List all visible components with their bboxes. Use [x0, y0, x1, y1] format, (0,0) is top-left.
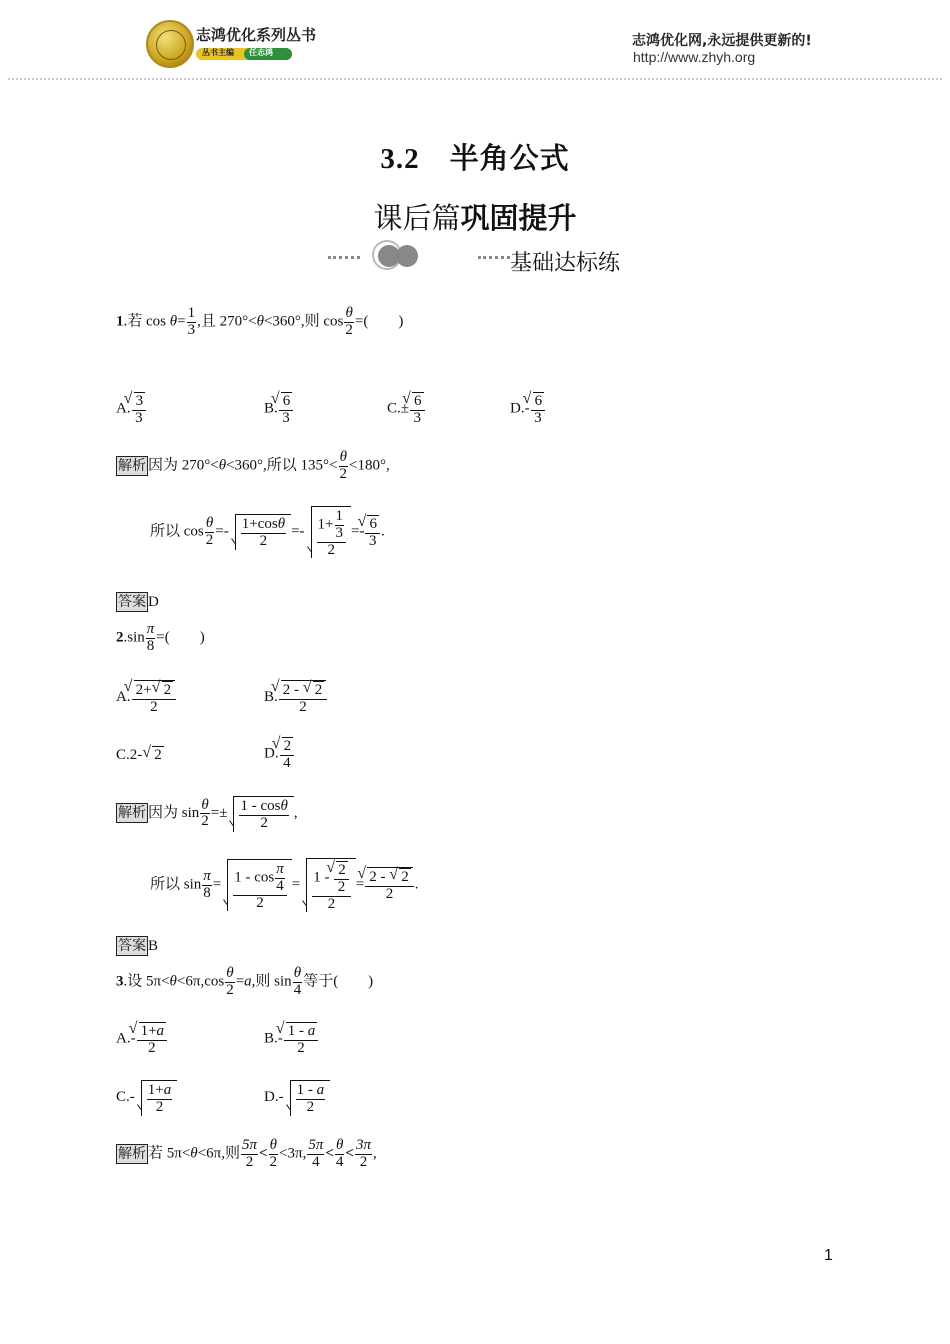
q1-option-a[interactable]: A. √ $\frac{3}{3}$ — [116, 392, 147, 427]
q3-option-a[interactable]: A.- √ $\frac{1+a}{2}$ — [116, 1022, 168, 1057]
analysis-tag: 解析 — [118, 1145, 146, 1162]
q1-option-c[interactable]: C.± √ $\frac{6}{3}$ — [387, 392, 426, 427]
q2-analysis-line2: 所以 sin $\frac{\pi}{8}$ = 1 - cos $\frac{\pi}{4}$ 2 = 1 - √ $\frac{2}{2}$ 2 = √ $\frac{2 - √ 2}{2}$ . — [150, 858, 418, 912]
page-number: 1 — [824, 1247, 833, 1264]
q3-analysis: 解析 若 5π<θ<6π,则 $\frac{5\pi}{2}$ < $\frac{\theta}{2}$ <3π, $\frac{5\pi}{4}$ < $\frac{\theta}{4}$ < $\frac{3\pi}{2}$ , — [118, 1137, 377, 1170]
q1-option-b[interactable]: B. √ $\frac{6}{3}$ — [264, 392, 294, 427]
q3-stem: 3.设 5π<θ<6π,cos $\frac{\theta}{2}$ =a,则 sin $\frac{\theta}{4}$ 等于( ) — [116, 965, 374, 998]
analysis-tag: 解析 — [118, 805, 146, 822]
analysis-tag: 解析 — [118, 457, 146, 474]
editor-label: 丛书主编 — [202, 48, 234, 57]
dotted-rule-right — [478, 256, 510, 259]
q2-option-c[interactable]: C.2-√ 2 — [116, 746, 164, 764]
q2-stem: 2.sin $\frac{\pi}{8}$ =( ) — [116, 621, 205, 654]
q2-answer: 答案 B — [118, 938, 159, 954]
q2-option-a[interactable]: A. √ $\frac{2+√ 2}{2}$ — [116, 680, 177, 716]
q1-option-d[interactable]: D.- √ $\frac{6}{3}$ — [510, 392, 546, 427]
header-url[interactable]: http://www.zhyh.org — [633, 49, 756, 65]
q3-option-d[interactable]: D.- $\frac{1 - a}{2}$ — [264, 1080, 330, 1116]
q1-stem: 1.若 cos θ= $\frac{1}{3}$ ,且 270°<θ<360°,则 cos $\frac{\theta}{2}$ =( ) — [116, 305, 404, 338]
q2-analysis-line1: 解析 因为 sin $\frac{\theta}{2}$ =± $\frac{1 - \cos\theta}{2}$ , — [118, 796, 298, 831]
chapter-title: 3.2 半角公式 — [380, 143, 570, 175]
decor-circle — [396, 245, 418, 267]
header-slogan: 志鸿优化网,永远提供更新的! — [632, 33, 812, 49]
q2-option-d[interactable]: D. √ $\frac{2}{4}$ — [264, 737, 295, 772]
q1-answer: 答案 D — [118, 594, 159, 610]
series-title: 志鸿优化系列丛书 — [196, 26, 317, 44]
q1-analysis-line1: 解析 因为 270°<θ<360°,所以 135°< $\frac{\theta}{2}$ <180°, — [118, 449, 390, 482]
section-title: 课后篇巩固提升 — [373, 201, 577, 235]
subsection-title: 基础达标练 — [510, 251, 621, 276]
header-divider — [8, 78, 942, 80]
series-logo — [146, 20, 194, 68]
q1-analysis-line2: 所以 cos $\frac{\theta}{2}$ =- $\frac{1+\cos\theta}{2}$ =- 1+ $\frac{1}{3}$ 2 =- √ $\frac{6}{3}$ . — [150, 506, 385, 558]
dotted-rule-left — [328, 256, 360, 259]
editor-name: 任志鸿 — [249, 48, 273, 57]
answer-tag: 答案 — [118, 594, 146, 610]
q3-option-c[interactable]: C.- $\frac{1+a}{2}$ — [116, 1080, 177, 1116]
q3-option-b[interactable]: B.- √ $\frac{1 - a}{2}$ — [264, 1022, 319, 1057]
q2-option-b[interactable]: B. √ $\frac{2 - √ 2}{2}$ — [264, 680, 328, 716]
answer-tag: 答案 — [118, 938, 146, 954]
